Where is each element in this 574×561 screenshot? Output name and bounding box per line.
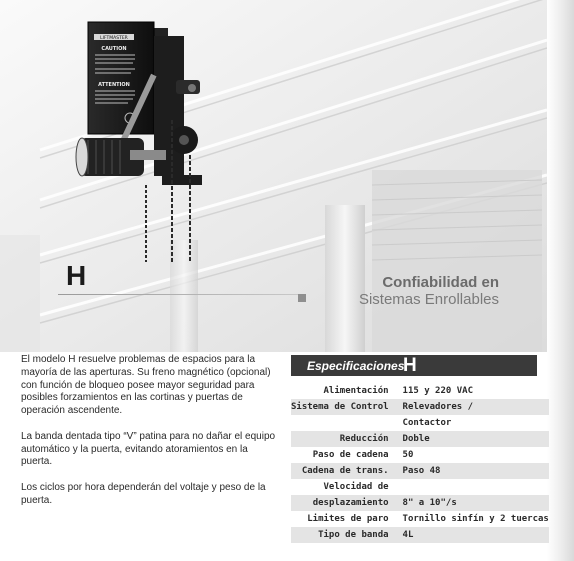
spec-row [291, 447, 549, 463]
spec-value: 50 [402, 450, 414, 460]
model-letter: H [66, 260, 87, 291]
spec-row [291, 479, 549, 495]
title-divider [58, 294, 298, 295]
description-paragraph: El modelo H resuelve problemas de espacios para la mayoría de las aperturas. Su freno magnético (opcional) con función de bloqueo posee mayor seguridad para posibles forzamientos en las cortinas y puertas de operación ascendente. [21, 354, 271, 417]
spec-row [291, 527, 549, 543]
specifications-table [291, 383, 549, 543]
spec-key: desplazamiento [291, 495, 399, 511]
svg-text:LIFTMASTER: LIFTMASTER [100, 36, 128, 41]
svg-text:ATTENTION: ATTENTION [98, 82, 130, 88]
specifications-header [291, 355, 537, 376]
spec-row [291, 463, 549, 479]
spec-row [291, 399, 549, 415]
divider-square-marker [298, 294, 306, 302]
specifications-title: Especificaciones [307, 359, 405, 373]
specifications-model: H [403, 355, 417, 376]
spec-row [291, 415, 549, 431]
spec-key: Velocidad de [323, 482, 389, 492]
spec-value: 115 y 220 VAC [402, 386, 473, 396]
spec-value: Relevadores / [399, 399, 549, 415]
spec-value: 4L [399, 527, 549, 543]
spec-value: Contactor [402, 418, 452, 428]
spec-value [399, 479, 549, 495]
tagline-line-1: Confiabilidad en [382, 274, 499, 291]
spec-key: Reducción [291, 431, 399, 447]
product-description [21, 354, 276, 520]
description-paragraph: La banda dentada tipo “V” patina para no dañar el equipo automático y la puerta, evitando atoramientos en la puerta. [21, 430, 276, 468]
tagline [359, 274, 499, 309]
svg-text:CAUTION: CAUTION [101, 46, 127, 52]
spec-value: Doble [399, 431, 549, 447]
spec-value: 8" a 10"/s [399, 495, 549, 511]
page-edge-shading [547, 0, 574, 561]
tagline-line-2: Sistemas Enrollables [358, 291, 499, 309]
spec-row [291, 383, 549, 399]
spec-row [291, 431, 549, 447]
spec-key [291, 415, 399, 431]
spec-value: Tornillo sinfín y 2 tuercas [402, 514, 549, 524]
spec-row [291, 511, 549, 527]
description-paragraph: Los ciclos por hora dependerán del voltaje y peso de la puerta. [21, 481, 266, 506]
spec-key: Sistema de Control [291, 399, 399, 415]
spec-key: Cadena de trans. [291, 463, 399, 479]
spec-key: Tipo de banda [291, 527, 399, 543]
spec-value: Paso 48 [399, 463, 549, 479]
spec-key: Paso de cadena [312, 450, 389, 460]
spec-key: Limites de paro [307, 514, 389, 524]
spec-row [291, 495, 549, 511]
spec-key: Alimentación [323, 386, 389, 396]
